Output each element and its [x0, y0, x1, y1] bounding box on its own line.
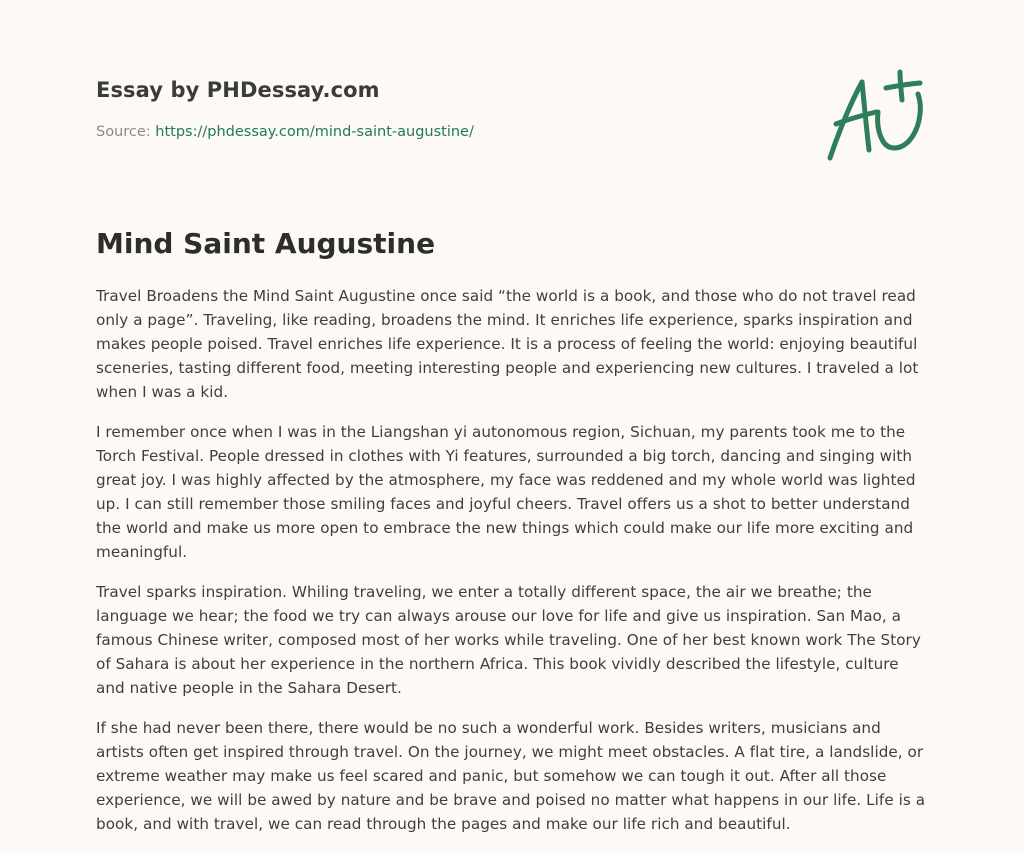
page-header	[96, 76, 696, 142]
essay-body	[96, 284, 932, 852]
essay-paragraph: I remember once when I was in the Liangshan yi autonomous region, Sichuan, my parents took me to the Torch Festival. People dressed in clothes with Yi features, surrounded a big torch, dancing and singing with great joy. I was highly affected by the atmosphere, my face was reddened and my whole world was lighted up. I can still remember those smiling faces and joyful cheers. Travel offers us a shot to better understand the world and make us more open to embrace the new things which could make our life more exciting and meaningful.	[96, 423, 916, 561]
source-label: Source:	[96, 124, 151, 140]
a-plus-grade-icon	[822, 68, 926, 164]
source-link[interactable]: https://phdessay.com/mind-saint-augustine/	[155, 124, 474, 140]
essay-paragraph: Travel sparks inspiration. Whiling traveling, we enter a totally different space, the air we breathe; the language we hear; the food we try can always arouse our love for life and give us inspiration. San Mao, a famous Chinese writer, composed most of her works while traveling. One of her best known work The Story of Sahara is about her experience in the northern Africa. This book vividly described the lifestyle, culture and native people in the Sahara Desert.	[96, 583, 921, 697]
essay-paragraph: Travel Broadens the Mind Saint Augustine once said “the world is a book, and those who do not travel read only a page”. Traveling, like reading, broadens the mind. It enriches life experience, sparks inspiration and makes people poised. Travel enriches life experience. It is a process of feeling the world: enjoying beautiful sceneries, tasting different food, meeting interesting people and experiencing new cultures. I traveled a lot when I was a kid.	[96, 287, 919, 401]
essay-title: Mind Saint Augustine	[96, 227, 436, 260]
source-line	[96, 122, 696, 142]
brand-title: Essay by PHDessay.com	[96, 78, 380, 102]
essay-paragraph: If she had never been there, there would be no such a wonderful work. Besides writers, musicians and artists often get inspired through travel. On the journey, we might meet obstacles. A flat tire, a landslide, or extreme weather may make us feel scared and panic, but somehow we can tough it out. After all those experience, we will be awed by nature and be brave and poised no matter what happens in our life. Life is a book, and with travel, we can read through the pages and make our life rich and beautiful.	[96, 719, 926, 833]
